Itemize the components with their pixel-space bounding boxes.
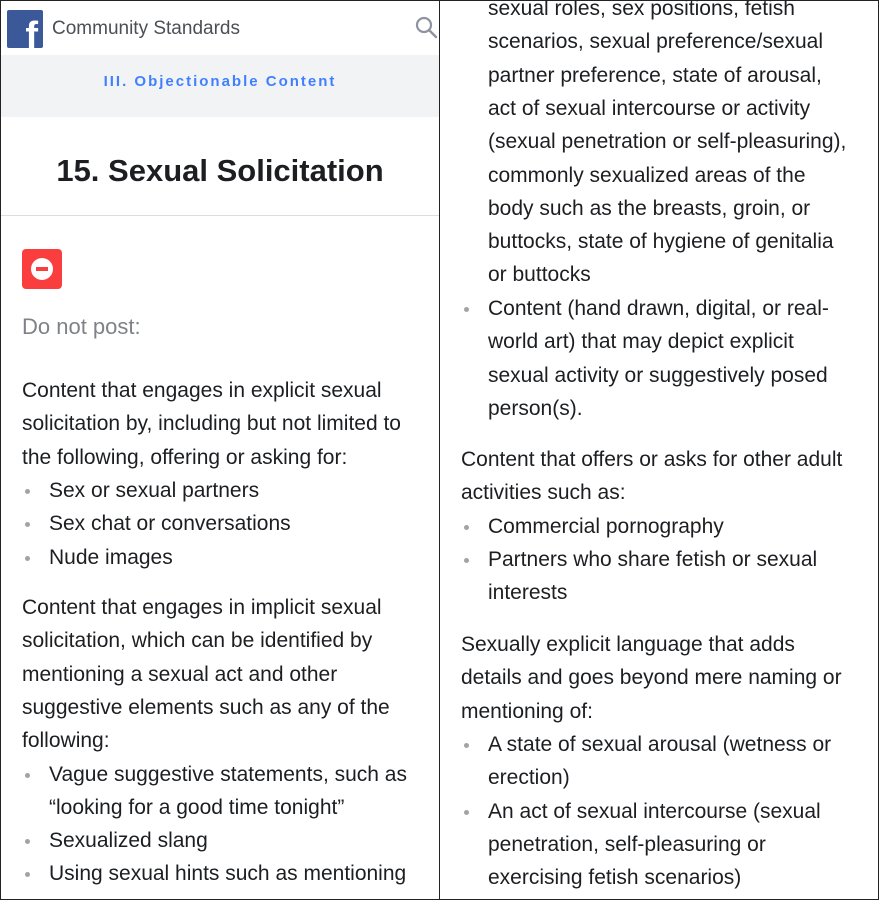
list-item-line: Sexualized slang bbox=[49, 829, 208, 853]
facebook-logo-icon[interactable]: f bbox=[7, 10, 43, 48]
bullet-dot bbox=[25, 556, 30, 561]
list-item-line: partner preference, state of arousal, bbox=[488, 63, 822, 87]
paragraph-line: Content that offers or asks for other adult bbox=[461, 448, 843, 471]
app-title: Community Standards bbox=[52, 18, 240, 39]
list-item-line: interests bbox=[488, 581, 568, 605]
bullet-dot bbox=[25, 522, 30, 527]
paragraph-line: activities such as: bbox=[461, 481, 626, 505]
paragraph-line: solicitation, which can be identified by bbox=[22, 629, 373, 653]
list-item-line: commonly sexualized areas of the bbox=[488, 163, 806, 187]
bullet-dot bbox=[464, 525, 469, 530]
list-item-line: An act of sexual intercourse (sexual bbox=[488, 799, 821, 823]
bullet-dot bbox=[464, 810, 469, 815]
search-icon[interactable] bbox=[414, 15, 438, 39]
paragraph-line: mentioning a sexual act and other bbox=[22, 662, 338, 686]
list-item-line: act of sexual intercourse or activity bbox=[488, 96, 811, 120]
do-not-post-label: Do not post: bbox=[22, 314, 141, 339]
paragraph-line: Sexually explicit language that adds bbox=[461, 633, 795, 656]
paragraph-line: Content that engages in implicit sexual bbox=[22, 596, 382, 619]
page-title: 15. Sexual Solicitation bbox=[56, 153, 384, 188]
list-item: Nude images bbox=[49, 545, 173, 569]
list-item-line: body such as the breasts, groin, or bbox=[488, 196, 811, 220]
list-item-line: Vague suggestive statements, such as bbox=[49, 762, 407, 786]
section-heading[interactable]: III. Objectionable Content bbox=[103, 73, 337, 90]
paragraph-line: Content that engages in explicit sexual bbox=[22, 379, 382, 402]
list-item-line: person(s). bbox=[488, 396, 583, 420]
list-item-line: “looking for a good time tonight” bbox=[49, 795, 345, 819]
paragraph-line: suggestive elements such as any of the bbox=[22, 695, 390, 719]
paragraph-line: solicitation by, including but not limited to bbox=[22, 412, 401, 436]
section-heading-band bbox=[1, 55, 439, 117]
list-item-line: or buttocks bbox=[488, 263, 591, 287]
list-item-line: (sexual penetration or self-pleasuring), bbox=[488, 130, 847, 154]
bullet-dot bbox=[25, 489, 30, 494]
list-item-line: scenarios, sexual preference/sexual bbox=[488, 30, 824, 54]
bullet-dot bbox=[464, 307, 469, 312]
list-item-line: Content (hand drawn, digital, or real- bbox=[488, 297, 829, 320]
list-item-line: penetration, self-pleasuring or bbox=[488, 832, 766, 856]
bullet-dot bbox=[25, 839, 30, 844]
right-panel bbox=[439, 0, 879, 900]
bullet-dot bbox=[464, 743, 469, 748]
list-item-line: sexual activity or suggestively posed bbox=[488, 363, 828, 387]
list-item-line: Commercial pornography bbox=[488, 514, 724, 538]
paragraph-line: the following, offering or asking for: bbox=[22, 445, 348, 469]
divider bbox=[1, 215, 439, 216]
bullet-dot bbox=[25, 773, 30, 778]
list-item-line: Partners who share fetish or sexual bbox=[488, 547, 818, 571]
list-item-line: Using sexual hints such as mentioning bbox=[49, 862, 407, 886]
bullet-dot bbox=[464, 558, 469, 563]
list-item-line: erection) bbox=[488, 766, 570, 790]
list-item-line: sexual roles, sex positions, fetish bbox=[488, 0, 795, 20]
paragraph-line: following: bbox=[22, 729, 110, 753]
list-item: Sex or sexual partners bbox=[49, 478, 260, 502]
list-item-line: A state of sexual arousal (wetness or bbox=[488, 732, 832, 756]
top-bar bbox=[1, 1, 439, 55]
list-item-line: exercising fetish scenarios) bbox=[488, 866, 742, 890]
bullet-dot bbox=[25, 872, 30, 877]
list-item: Sex chat or conversations bbox=[49, 512, 291, 536]
do-not-post-icon bbox=[22, 249, 62, 289]
list-item-line: world art) that may depict explicit bbox=[488, 330, 794, 354]
list-item-line: buttocks, state of hygiene of genitalia bbox=[488, 230, 834, 254]
paragraph-line: details and goes beyond mere naming or bbox=[461, 666, 842, 690]
paragraph-line: mentioning of: bbox=[461, 699, 593, 723]
